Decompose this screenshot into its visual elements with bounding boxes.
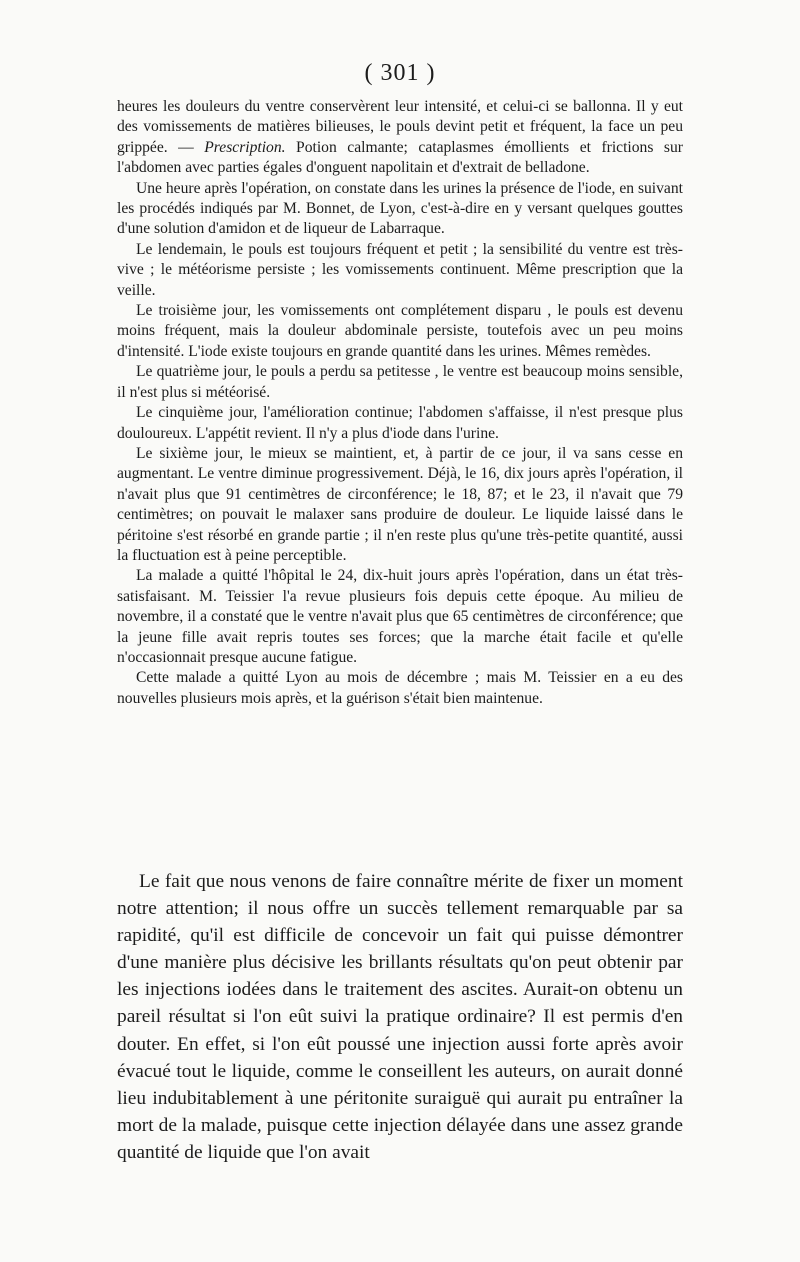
paragraph-text: heures les douleurs du ventre conservèrent leur intensité, et celui-ci se ballonna. Il y eut des vomissements de matières bilieuses, le pouls devint petit et fréquent, la face un peu grippée. — <box>117 98 683 156</box>
paragraph-day-6: Le sixième jour, le mieux se maintient, et, à partir de ce jour, il va sans cesse en augmentant. Le ventre diminue progressivement. Déjà, le 16, dix jours après l'opération, il n'avait plus que 91 centimètres de circonférence; le 18, 87; et le 23, il n'avait que 79 centimètres; on pouvait le malaxer sans produire de douleur. Le liquide laissé dans le péritoine s'est résorbé en grande partie ; il n'en reste plus qu'une très-petite quantité, aussi la fluctuation est à peine perceptible. <box>117 444 683 564</box>
paragraph-lendemain: Le lendemain, le pouls est toujours fréquent et petit ; la sensibilité du ventre est très-vive ; le météorisme persiste ; les vomissements continuent. Même prescription que la veille. <box>117 240 683 299</box>
paragraph-iode: Une heure après l'opération, on constate dans les urines la présence de l'iode, en suivant les procédés indiqués par M. Bonnet, de Lyon, c'est-à-dire en y versant quelques gouttes d'une solution d'amidon et de liqueur de Labarraque. <box>117 179 683 238</box>
paragraph-day-3: Le troisième jour, les vomissements ont complétement disparu , le pouls est devenu moins fréquent, mais la douleur abdominale persiste, toutefois avec un peu moins d'intensité. L'iode existe toujours en grande quantité dans les urines. Mêmes remèdes. <box>117 302 683 360</box>
paragraph-continuation <box>117 97 683 179</box>
page-number: ( 301 ) <box>364 60 436 86</box>
commentary <box>117 868 683 1166</box>
paragraph-day-4: Le quatrième jour, le pouls a perdu sa petitesse , le ventre est beaucoup moins sensible, il n'est plus si météorisé. <box>117 363 683 401</box>
paragraph-text: Potion calmante; cataplasmes émollients et frictions sur l'abdomen avec parties égales d'onguent napolitain et d'extrait de belladone. <box>117 138 683 177</box>
case-report <box>117 97 683 709</box>
paragraph-discharge: La malade a quitté l'hôpital le 24, dix-huit jours après l'opération, dans un état très-satisfaisant. M. Teissier l'a revue plusieurs fois depuis cette époque. Au milieu de novembre, il a constaté que le ventre n'avait plus que 65 centimètres de circonférence; que la jeune fille avait repris toutes ses forces; que la marche était facile et qu'elle n'occasionnait presque aucune fatigue. <box>117 567 683 666</box>
paragraph-outcome: Cette malade a quitté Lyon au mois de décembre ; mais M. Teissier en a eu des nouvelles plusieurs mois après, et la guérison s'était bien maintenue. <box>117 669 683 707</box>
paragraph-day-5: Le cinquième jour, l'amélioration continue; l'abdomen s'affaisse, il n'est presque plus douloureux. L'appétit revient. Il n'y a plus d'iode dans l'urine. <box>117 404 683 442</box>
prescription-label: Prescription. <box>204 138 286 156</box>
commentary-paragraph: Le fait que nous venons de faire connaître mérite de fixer un moment notre attention; il nous offre un succès tellement remarquable par sa rapidité, qu'il est difficile de concevoir un fait qui puisse démontrer d'une manière plus décisive les brillants résultats qu'on peut obtenir par les injections iodées dans le traitement des ascites. Aurait-on obtenu un pareil résultat si l'on eût suivi la pratique ordinaire? Il est permis d'en douter. En effet, si l'on eût poussé une injection aussi forte après avoir évacué tout le liquide, comme le conseillent les auteurs, on aurait donné lieu indubitablement à une péritonite suraiguë qui aurait pu entraîner la mort de la malade, puisque cette injection délayée dans une assez grande quantité de liquide que l'on avait <box>117 871 683 1163</box>
